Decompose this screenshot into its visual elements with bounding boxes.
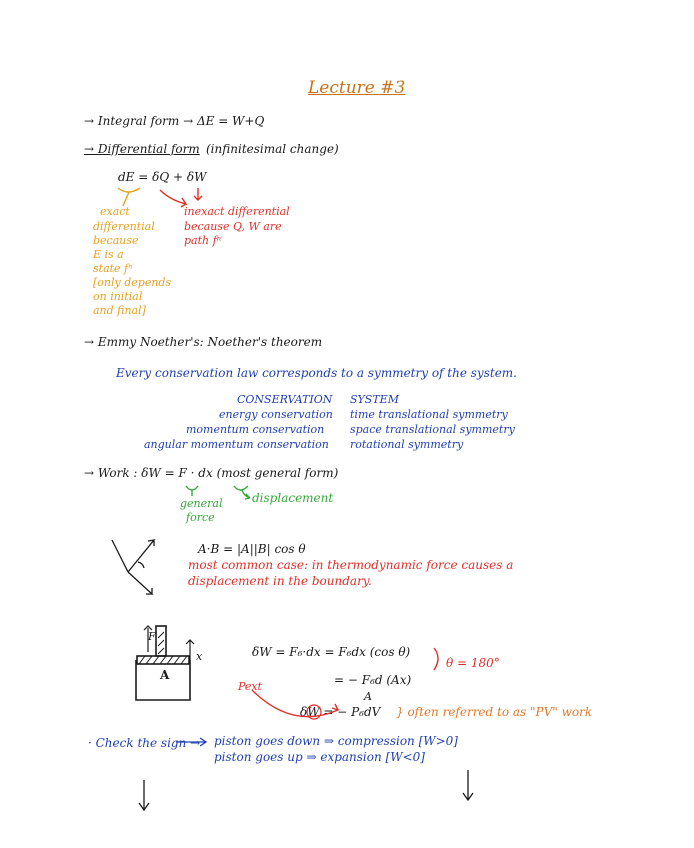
angle-sketch — [112, 540, 154, 594]
piston-up-line: piston goes up ⇒ expansion [W<0] — [214, 750, 425, 764]
displacement-brace-arrow — [234, 486, 250, 499]
exact-line: differential — [93, 220, 155, 233]
noether-line: → Emmy Noether's: Noether's theorem — [84, 335, 323, 349]
inexact-tick — [194, 188, 202, 200]
work-eq-3: δW = − P₆dV — [300, 705, 381, 719]
piston-diagram — [136, 626, 194, 700]
exact-line: because — [93, 234, 139, 247]
work-eq-2-denominator: A — [364, 690, 372, 703]
check-sign-arrow — [176, 738, 206, 746]
inexact-line: inexact differential — [184, 205, 290, 218]
piston-force-label: F — [148, 630, 156, 643]
exact-line: and final] — [93, 304, 146, 317]
differential-note: (infinitesimal change) — [206, 142, 339, 156]
exact-line: exact — [100, 205, 130, 218]
noether-statement: Every conservation law corresponds to a symmetry of the system. — [116, 366, 517, 380]
down-arrow-right — [463, 770, 473, 800]
de-equation: dE = δQ + δW — [118, 170, 207, 184]
pext-arrow — [252, 690, 338, 717]
page-title: Lecture #3 — [308, 78, 406, 98]
exact-line: E is a — [93, 248, 124, 261]
work-eq-1: δW = F₆·dx = F₆dx (cos θ) — [252, 645, 411, 659]
theta-bracket — [434, 648, 438, 670]
table-row-left: angular momentum conservation — [144, 438, 329, 451]
exact-line: state fⁿ — [93, 262, 133, 275]
piston-area-label: A — [160, 668, 170, 682]
differential-form-line: → Differential form — [84, 142, 200, 156]
work-eq-2: = − F₆d (Ax) — [334, 673, 412, 687]
theta-value: θ = 180° — [446, 656, 500, 670]
pext-label: Pext — [238, 680, 263, 693]
common-case-line: displacement in the boundary. — [188, 574, 372, 588]
piston-down-line: piston goes down ⇒ compression [W>0] — [214, 734, 458, 748]
pv-work-note: } often referred to as "PV" work — [396, 705, 593, 719]
force-brace-arrow — [186, 486, 198, 496]
check-sign-line: · Check the sign → — [88, 736, 201, 750]
table-header-system: SYSTEM — [350, 393, 399, 406]
exact-brace-arrow — [118, 188, 140, 206]
displacement-label: displacement — [252, 491, 334, 505]
table-row-right: time translational symmetry — [350, 408, 508, 421]
common-case-line: most common case: in thermodynamic force causes a — [188, 558, 514, 572]
general-force-label: force — [186, 511, 215, 524]
integral-form-line: → Integral form → ΔE = W+Q — [84, 114, 265, 128]
exact-line: [only depends — [93, 276, 172, 289]
inexact-brace-arrow — [160, 190, 186, 207]
dot-product: A·B = |A||B| cos θ — [198, 542, 306, 556]
table-row-left: momentum conservation — [186, 423, 325, 436]
table-row-right: rotational symmetry — [350, 438, 464, 451]
exact-line: on initial — [93, 290, 143, 303]
down-arrow-left — [139, 780, 149, 810]
work-line: → Work : δW = F · dx (most general form) — [84, 466, 339, 480]
table-header-conservation: CONSERVATION — [237, 393, 333, 406]
piston-x-label: x — [196, 650, 203, 663]
table-row-left: energy conservation — [219, 408, 333, 421]
table-row-right: space translational symmetry — [350, 423, 515, 436]
inexact-line: because Q, W are — [184, 220, 282, 233]
general-force-label: general — [180, 497, 223, 510]
inexact-line: path fⁿ — [184, 234, 222, 247]
